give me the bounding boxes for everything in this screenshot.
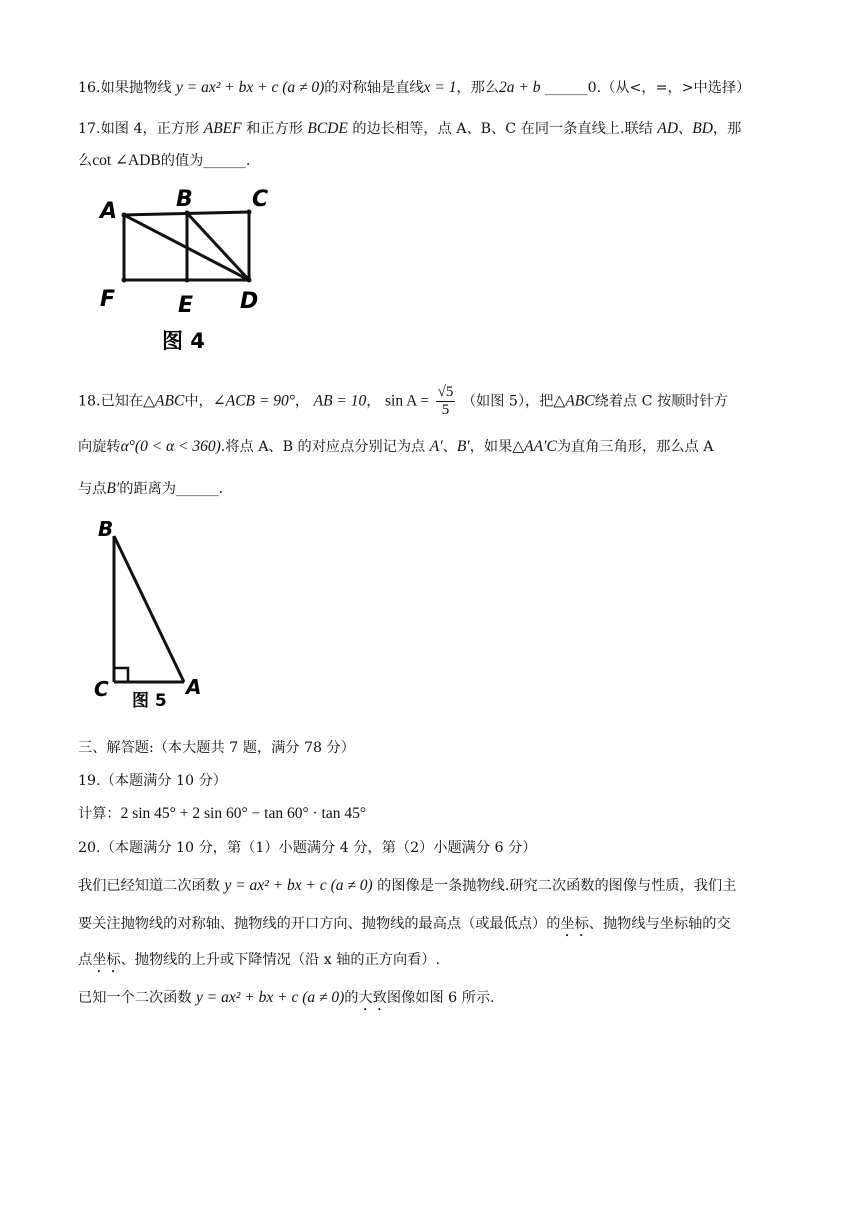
q17-text: 和正方形 — [246, 121, 303, 137]
q18-text: 与点 — [78, 481, 107, 497]
q18-fraction — [436, 384, 456, 419]
q18-fraction-numerator: √5 — [437, 384, 454, 400]
q18-separator: ， — [366, 393, 381, 410]
q18-fraction-denominator: 5 — [441, 402, 450, 418]
q17-text: 的边长相等，点 A、B、C 在同一条直线上.联结 — [352, 121, 653, 137]
q20-text: 、抛物线与坐标轴的交 — [588, 916, 731, 932]
q20-emphasis: 坐标 — [92, 952, 121, 968]
q18-triangle: △ABC — [553, 392, 595, 410]
fig4-line-bd — [187, 213, 249, 280]
q17-segment-bd: BD — [692, 120, 713, 137]
question-19-heading: 19.（本题满分 10 分） — [78, 773, 227, 789]
question-18-line-1 — [78, 384, 728, 419]
q17-separator: 、 — [678, 121, 693, 137]
q20-emphasis: 坐标 — [560, 916, 589, 932]
q19-expression: 2 sin 45° + 2 sin 60° − tan 60° · tan 45° — [120, 805, 367, 822]
q19-calc-label: 计算： — [78, 806, 121, 822]
q16-text: 0.（从<，=，>中选择） — [587, 80, 751, 96]
fig4-label-a: A — [100, 199, 118, 224]
fig5-line-ba — [114, 536, 184, 682]
q18-separator: 、 — [442, 439, 457, 455]
q18-alpha-expression: α°(0 < α < 360) — [120, 438, 221, 455]
q18-point-b-prime: B′ — [106, 480, 120, 497]
q20-emphasis: 大致 — [358, 990, 387, 1006]
figure-5 — [90, 514, 220, 714]
q16-number: 16. — [78, 80, 101, 96]
fig5-label-a: A — [186, 675, 202, 699]
q18-text: 绕着点 C 按顺时针方 — [594, 393, 728, 410]
question-20-para-line-4 — [78, 988, 495, 1014]
q18-point-b-prime: B′ — [456, 438, 470, 455]
q16-answer-blank: ______ — [545, 80, 588, 96]
q17-text: 17.如图 4，正方形 — [78, 121, 200, 137]
q17-text: ，那 — [712, 121, 742, 137]
q20-text: 我们已经知道二次函数 — [78, 878, 220, 894]
question-19-body — [78, 804, 366, 824]
question-20-heading: 20.（本题满分 10 分，第（1）小题满分 4 分，第（2）小题满分 6 分） — [78, 840, 537, 856]
q18-text: 中， — [184, 393, 213, 410]
fig4-label-c: C — [252, 187, 269, 212]
fig5-caption: 图 5 — [132, 691, 167, 711]
q18-text: 18.已知在 — [78, 393, 144, 410]
q17-segment-ad: AD — [657, 120, 679, 137]
q17-text: 么 — [78, 153, 93, 169]
question-20-para-line-2 — [78, 914, 731, 940]
q20-text: 的 — [344, 990, 359, 1006]
q18-text: ，如果 — [469, 439, 513, 455]
q18-sin-lhs: sin A = — [385, 392, 430, 410]
figure-4 — [96, 180, 286, 360]
question-20-para-line-1 — [78, 876, 736, 896]
fig5-label-b: B — [98, 517, 114, 541]
question-20-para-line-3 — [78, 950, 440, 976]
question-17-line-2 — [78, 151, 250, 171]
q18-text: 向旋转 — [78, 439, 121, 455]
q20-text: 要关注抛物线的对称轴、抛物线的开口方向、抛物线的最高点（或最低点）的 — [78, 916, 561, 932]
fig4-label-e: E — [178, 293, 194, 318]
question-17-line-1 — [78, 119, 741, 139]
q16-target-expression: 2a + b — [499, 79, 541, 96]
q16-text: 如果抛物线 — [100, 80, 172, 96]
q18-text: .将点 A、B 的对应点分别记为点 — [220, 439, 426, 455]
q18-text: 的距离为______. — [119, 481, 224, 497]
q17-square-2: BCDE — [307, 120, 348, 137]
q20-text: 图像如图 6 所示. — [386, 990, 495, 1006]
fig5-label-c: C — [94, 677, 109, 701]
q17-text: 的值为______. — [160, 153, 251, 169]
q18-ab-expression: AB = 10 — [313, 392, 367, 410]
q20-text: 的图像是一条抛物线.研究二次函数的图像与性质，我们主 — [377, 878, 737, 894]
q16-parabola-expression: y = ax² + bx + c (a ≠ 0) — [176, 79, 325, 96]
q20-quadratic-expression: y = ax² + bx + c (a ≠ 0) — [224, 877, 373, 894]
fig4-label-f: F — [100, 287, 116, 312]
question-16 — [78, 78, 750, 98]
q17-cot-expression: cot ∠ADB — [92, 152, 161, 169]
q18-triangle-aac: △AA′C — [512, 438, 557, 455]
q17-square-1: ABEF — [203, 120, 242, 137]
q18-separator: ， — [294, 393, 310, 410]
q16-text: ，那么 — [456, 80, 500, 96]
q16-axis-expression: x = 1 — [423, 79, 457, 96]
q18-text: （如图 5），把 — [461, 393, 554, 410]
q20-text: 、抛物线的上升或下降情况（沿 x 轴的正方向看）. — [120, 952, 441, 968]
q18-text: 为直角三角形，那么点 A — [556, 439, 714, 455]
fig4-label-d: D — [240, 289, 259, 314]
q18-point-a-prime: A′ — [429, 438, 443, 455]
q20-quadratic-expression: y = ax² + bx + c (a ≠ 0) — [196, 989, 345, 1006]
fig4-label-b: B — [176, 187, 193, 212]
section-3-heading: 三、解答题:（本大题共 7 题，满分 78 分） — [78, 740, 355, 756]
question-18-line-2 — [78, 437, 714, 457]
q20-text: 已知一个二次函数 — [78, 990, 192, 1006]
q18-angle-expression: ∠ACB = 90° — [212, 392, 295, 410]
q16-text: 的对称轴是直线 — [324, 80, 424, 96]
fig4-caption: 图 4 — [162, 329, 205, 353]
q18-triangle: △ABC — [143, 392, 185, 410]
q20-text: 点 — [78, 952, 93, 968]
question-18-line-3 — [78, 479, 223, 499]
fig5-right-angle-mark — [114, 668, 128, 682]
